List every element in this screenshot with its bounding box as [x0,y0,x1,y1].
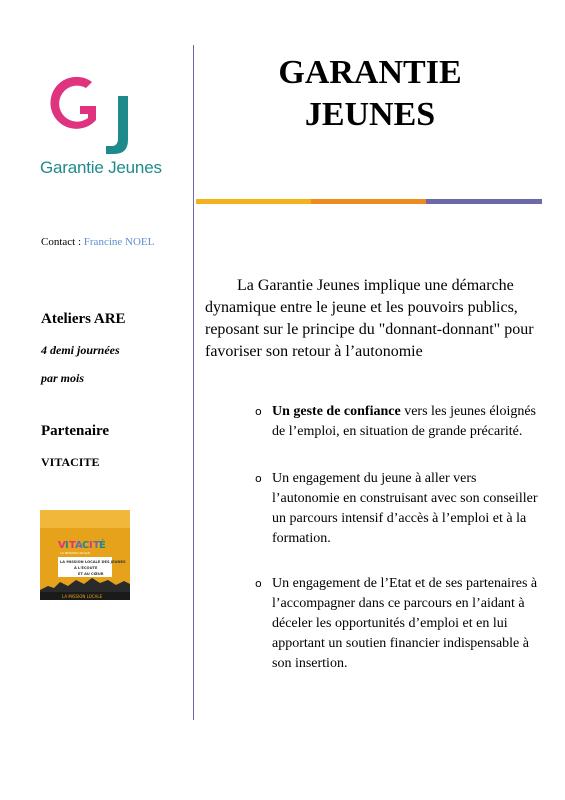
page-title [200,52,540,136]
vita-letter-3: T [69,540,76,551]
bullet-item-1 [255,402,545,442]
bullet-item-2 [255,469,545,549]
ateliers-heading: Ateliers ARE [41,311,126,327]
bullet-mark: o [255,577,262,590]
bullet-mark: o [255,405,262,418]
color-bar-orange [311,199,426,204]
logo-g-letter [50,77,96,129]
bullet-1-bold: Un geste de confiance [272,404,401,419]
vita-letter-8: É [99,540,106,551]
vita-letter-7: T [93,540,100,551]
ateliers-line-2: par mois [41,371,85,385]
vita-letter-1: V [58,540,66,551]
intro-paragraph: La Garantie Jeunes implique une démarche dynamique entre le jeune et les pouvoirs publics, reposant sur le principe du "donnant-donnant" pour favoriser son retour à l’autonomie [205,277,534,360]
title-line-1: GARANTIE [278,54,462,91]
vita-letter-6: I [89,540,93,551]
vita-box-line-1: LA MISSION LOCALE DES JEUNES [60,560,126,564]
bullet-3-text: Un engagement de l’Etat et de ses partenaires à l’accompagner dans ce parcours en l’aidant à déceler les opportunités d’emploi et en lui apportant un soutien financier indispensable à son insertion. [272,576,538,671]
vita-box-line-2: À L'ÉCOUTE [74,566,98,570]
vita-letter-5: C [82,540,90,551]
bullet-item-3 [255,574,545,674]
contact-name: Francine NOEL [83,236,155,248]
bullet-1-text: vers les jeunes éloignés de l’emploi, en situation de grande précarité. [272,404,536,439]
bullet-mark: o [255,472,262,485]
bullet-2-text: Un engagement du jeune à aller vers l’autonomie en construisant avec son conseiller un parcours intensif d’accès à l’emploi et à la formation. [272,471,538,546]
logo-j-letter [106,96,128,154]
color-bar-yellow [196,199,311,204]
vita-footer: LA MISSION LOCALE [62,594,103,599]
contact-line [41,236,154,248]
vertical-divider [193,45,194,720]
ateliers-line-1: 4 demi journées [41,343,120,357]
color-bar-purple [426,199,542,204]
partenaire-heading: Partenaire [41,423,110,439]
vitacite-logo-image [40,510,130,600]
logo-text: Garantie Jeunes [40,158,162,177]
vita-letter-2: I [65,540,69,551]
vita-tagline: LA MISSION LOCALE [60,551,91,555]
vita-box-line-3: ET AU CŒUR [78,572,104,576]
title-line-2: JEUNES [304,96,436,133]
partenaire-name: VITACITE [41,455,100,469]
contact-label: Contact : [41,236,84,248]
vita-letter-4: A [75,540,83,551]
